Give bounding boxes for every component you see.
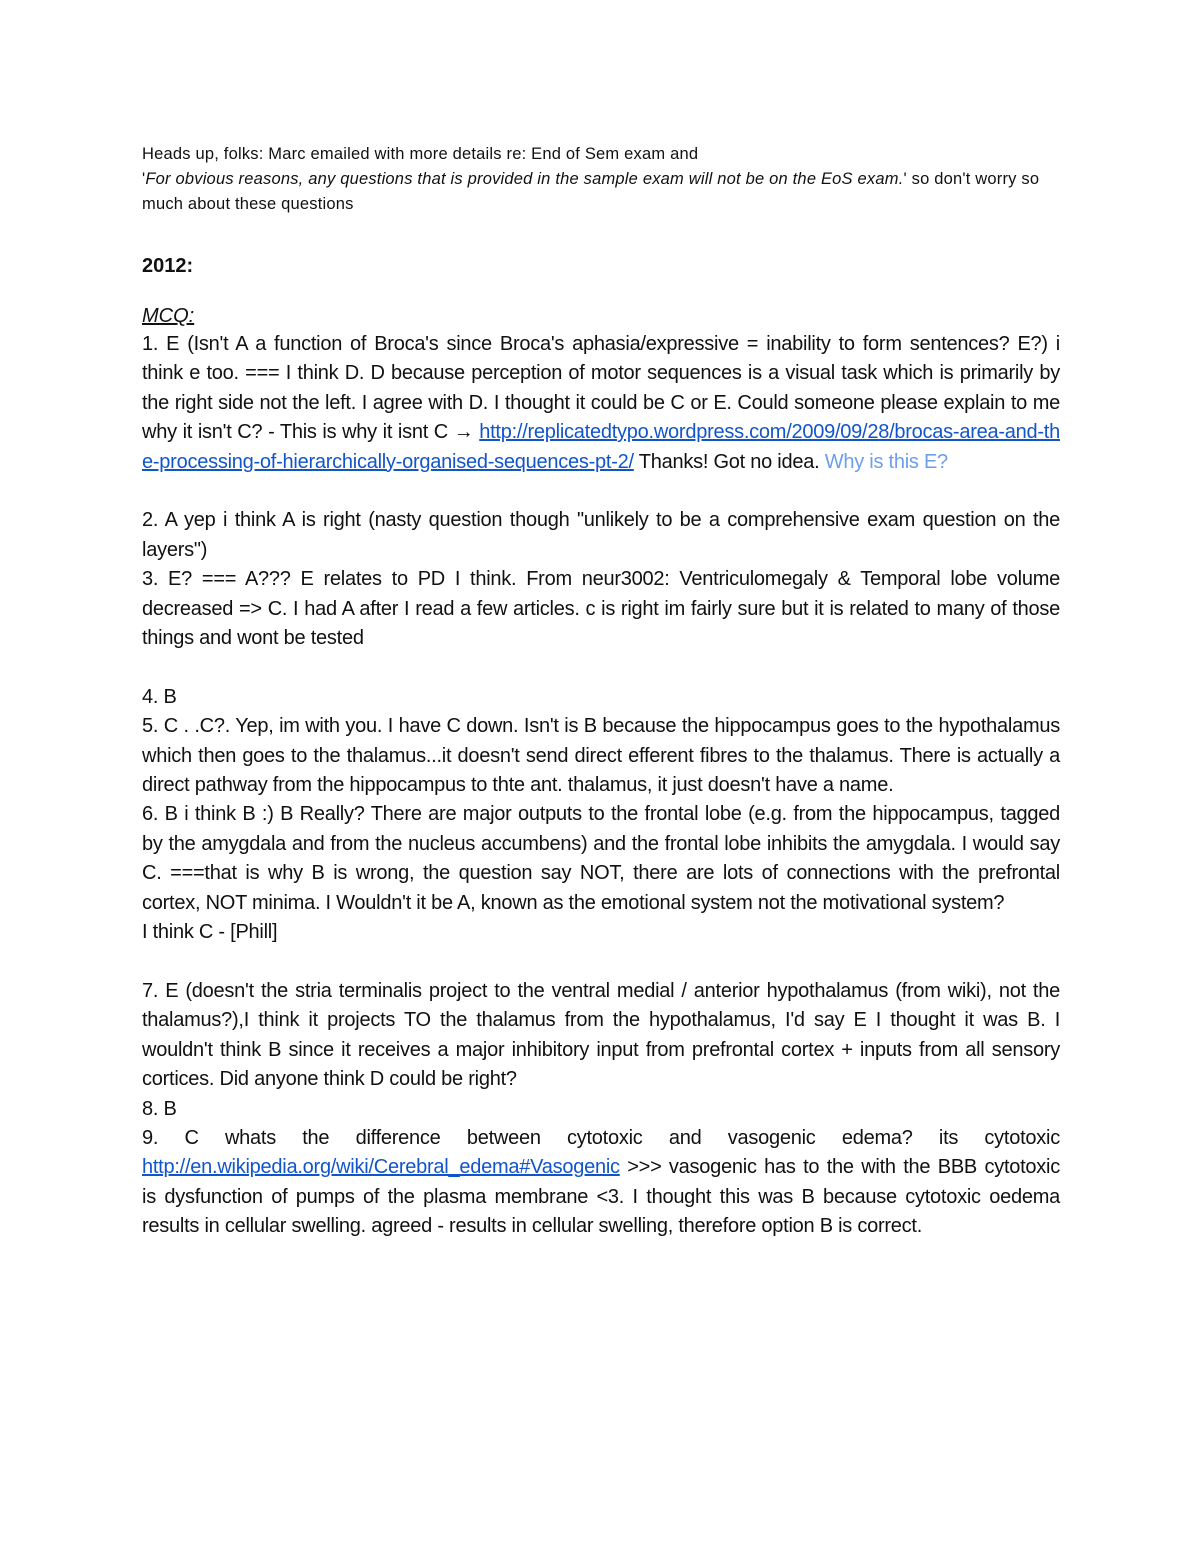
- year-heading: 2012:: [142, 255, 194, 277]
- answer-4: 4. B: [142, 685, 177, 708]
- answer-3: 3. E? === A??? E relates to PD I think. From neur3002: Ventriculomegaly & Temporal lobe volume decreased => C. I had A after I read a few articles. c is right im fairly sure but it is related to many of those things and wont be tested: [142, 568, 1060, 650]
- answer-6: 6. B i think B :) B Really? There are major outputs to the frontal lobe (e.g. from the hippocampus, tagged by the amygdala and from the nucleus accumbens) and the frontal lobe inhibits the amygdala. I would say C. ===that is why B is wrong, the question say NOT, there are lots of connections with the prefrontal cortex, NOT minima. I Wouldn't it be A, known as the emotional system not the motivational system?: [142, 803, 1060, 914]
- broca-article-link[interactable]: http://replicatedtypo.wordpress.com/2009/09/28/brocas-area-and-the-processing-of-hierarchically-organised-sequences-pt-2/: [142, 421, 1060, 473]
- answer-2: 2. A yep i think A is right (nasty question though "unlikely to be a comprehensive exam question on the layers"): [142, 509, 1060, 561]
- answer-6-phill: I think C - [Phill]: [142, 921, 278, 944]
- cerebral-edema-link[interactable]: http://en.wikipedia.org/wiki/Cerebral_edema#Vasogenic: [142, 1156, 620, 1179]
- answer-1-question: Why is this E?: [824, 450, 948, 473]
- intro-quote: [142, 167, 1060, 217]
- answers-body: [142, 330, 1060, 1242]
- answer-9-after: >>> vasogenic has to the with the BBB cytotoxic is dysfunction of pumps of the plasma membrane <3. I thought this was B because cytotoxic oedema results in cellular swelling. agreed - results in cellular swelling, therefore option B is correct.: [142, 1156, 1060, 1238]
- answer-1: [142, 330, 1060, 477]
- paragraph-gap: [142, 653, 1060, 682]
- answer-1-text: 1. E (Isn't A a function of Broca's since Broca's aphasia/expressive = inability to form sentences? E?) i think e too. === I think D. D because perception of motor sequences is a visual task which is primarily by the right side not the left. I agree with D. I thought it could be C or E. Could someone please explain to me why it isn't C? - This is why it isnt C →: [142, 333, 1060, 444]
- answer-1-after: Thanks! Got no idea.: [633, 450, 825, 473]
- quote-italic: For obvious reasons, any questions that is provided in the sample exam will not be on the EoS exam.: [145, 170, 904, 188]
- answer-8: 8. B: [142, 1097, 177, 1120]
- paragraph-gap: [142, 477, 1060, 506]
- mcq-heading: MCQ:: [142, 305, 195, 327]
- quote-close: ' so don't worry so much about these questions: [142, 170, 1040, 213]
- intro-note: [142, 142, 1060, 217]
- intro-line: Heads up, folks: Marc emailed with more details re: End of Sem exam and: [142, 145, 699, 163]
- answer-9-text: 9. C whats the difference between cytotoxic and vasogenic edema? its cytotoxic: [142, 1126, 1060, 1149]
- quote-open: ': [142, 170, 146, 188]
- paragraph-gap: [142, 948, 1060, 977]
- answer-5: 5. C . .C?. Yep, im with you. I have C down. Isn't is B because the hippocampus goes to the hypothalamus which then goes to the thalamus...it doesn't send direct efferent fibres to the thalamus. There is actually a direct pathway from the hippocampus to thte ant. thalamus, it just doesn't have a name.: [142, 715, 1060, 797]
- answer-9: [142, 1124, 1060, 1242]
- answer-7: 7. E (doesn't the stria terminalis project to the ventral medial / anterior hypothalamus (from wiki), not the thalamus?),I think it projects TO the thalamus from the hypothalamus, I'd say E I thought it was B. I wouldn't think B since it receives a major inhibitory input from prefrontal cortex + inputs from all sensory cortices. Did anyone think D could be right?: [142, 979, 1060, 1091]
